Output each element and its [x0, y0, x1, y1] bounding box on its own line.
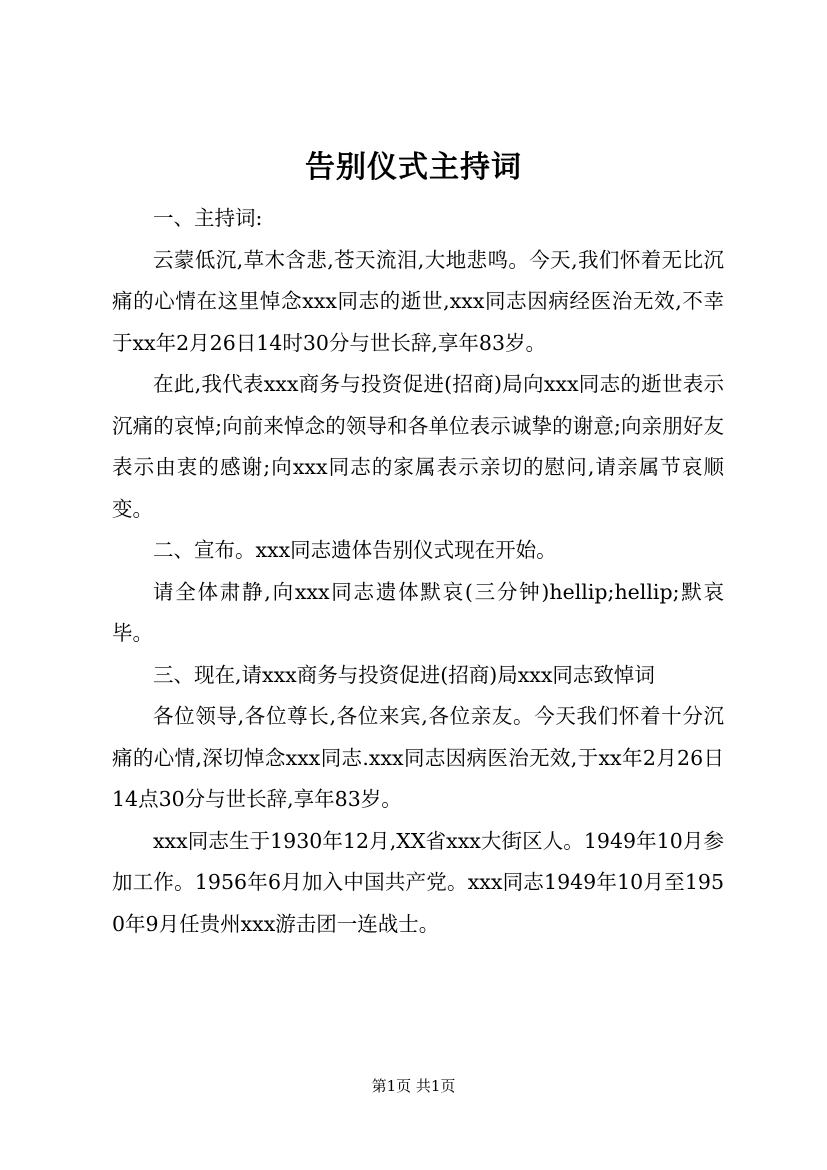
paragraph-host-words-heading: 一、主持词: — [153, 206, 263, 230]
paragraph-biography: xxx同志生于1930年12月,XX省xxx大街区人。1949年10月参加工作。1956年6月加入中国共产党。xxx同志1949年10月至1950年9月任贵州xxx游击团一连战士。 — [112, 828, 724, 936]
document-title: 告别仪式主持词 — [305, 150, 522, 185]
document-body — [112, 198, 724, 945]
paragraph-opening: 云蒙低沉,草木含悲,苍天流泪,大地悲鸣。今天,我们怀着无比沉痛的心情在这里悼念xxx同志的逝世,xxx同志因病经医治无效,不幸于xx年2月26日14时30分与世长辞,享年83岁。 — [112, 247, 724, 355]
paragraph-eulogy-opening: 各位领导,各位尊长,各位来宾,各位亲友。今天我们怀着十分沉痛的心情,深切悼念xxx同志.xxx同志因病医治无效,于xx年2月26日14点30分与世长辞,享年83岁。 — [112, 704, 724, 811]
paragraph-eulogy-heading: 三、现在,请xxx商务与投资促进(招商)局xxx同志致悼词 — [153, 662, 655, 687]
page-number-footer: 第1页 共1页 — [371, 1077, 456, 1095]
paragraph-condolences: 在此,我代表xxx商务与投资促进(招商)局向xxx同志的逝世表示沉痛的哀悼;向前来悼念的领导和各单位表示诚挚的谢意;向亲朋好友表示由衷的感谢;向xxx同志的家属表示亲切的慰问,请亲属节哀顺变。 — [112, 372, 724, 521]
paragraph-silence: 请全体肃静,向xxx同志遗体默哀(三分钟)hellip;hellip;默哀毕。 — [112, 579, 724, 645]
paragraph-announcement: 二、宣布。xxx同志遗体告别仪式现在开始。 — [153, 538, 557, 562]
